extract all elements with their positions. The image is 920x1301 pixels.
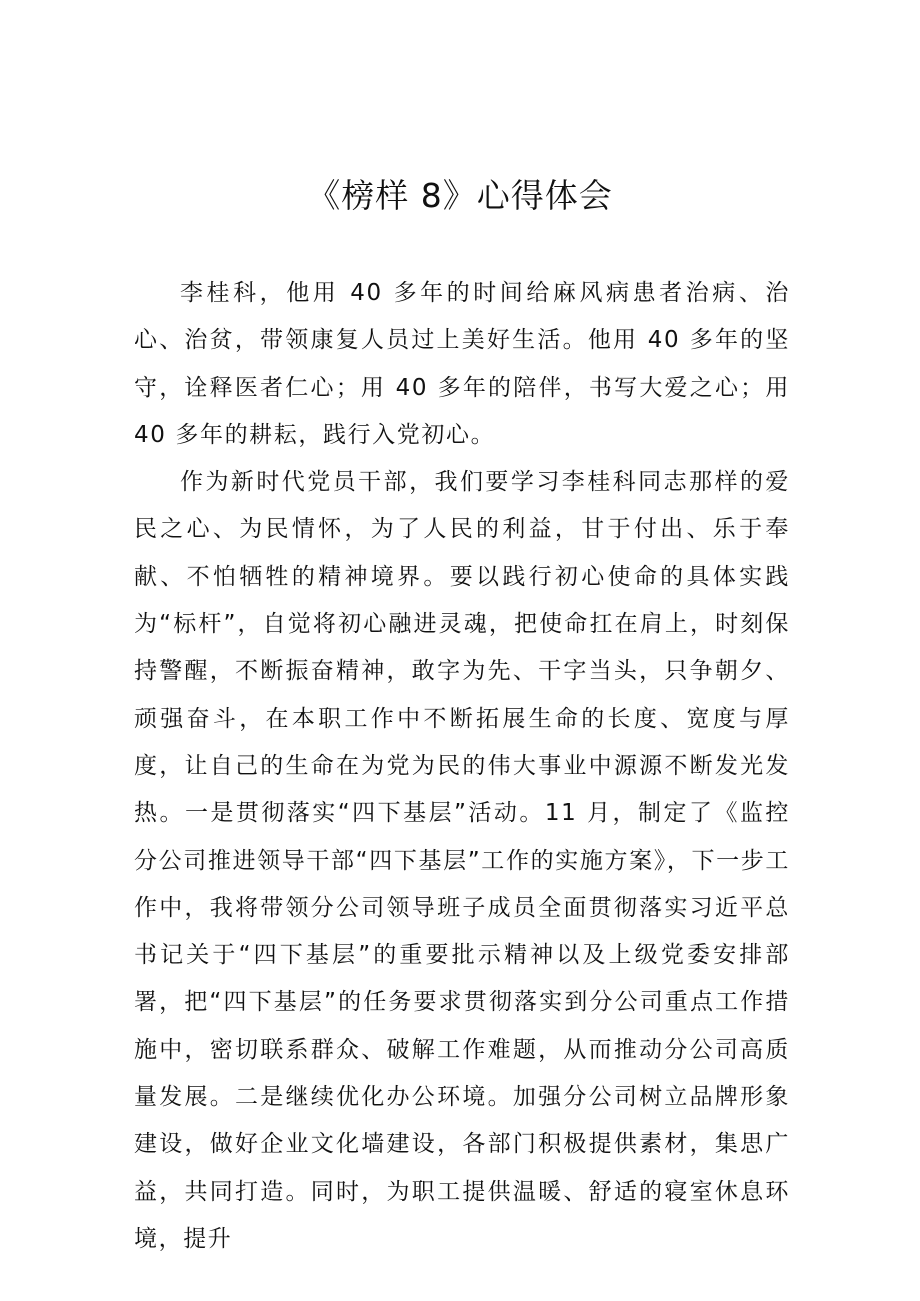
- document-body: [134, 270, 790, 1263]
- paragraph-2: 作为新时代党员干部，我们要学习李桂科同志那样的爱民之心、为民情怀，为了人民的利益，甘于付出、乐于奉献、不怕牺牲的精神境界。要以践行初心使命的具体实践为“标杆”，自觉将初心融进灵魂，把使命扛在肩上，时刻保持警醒，不断振奋精神，敢字为先、干字当头，只争朝夕、顽强奋斗，在本职工作中不断拓展生命的长度、宽度与厚度，让自己的生命在为党为民的伟大事业中源源不断发光发热。一是贯彻落实“四下基层”活动。11 月，制定了《监控分公司推进领导干部“四下基层”工作的实施方案》，下一步工作中，我将带领分公司领导班子成员全面贯彻落实习近平总书记关于“四下基层”的重要批示精神以及上级党委安排部署，把“四下基层”的任务要求贯彻落实到分公司重点工作措施中，密切联系群众、破解工作难题，从而推动分公司高质量发展。二是继续优化办公环境。加强分公司树立品牌形象建设，做好企业文化墙建设，各部门积极提供素材，集思广益，共同打造。同时，为职工提供温暖、舒适的寝室休息环境，提升: [134, 469, 790, 1252]
- paragraph-1: 李桂科，他用 40 多年的时间给麻风病患者治病、治心、治贫，带领康复人员过上美好生活。他用 40 多年的坚守，诠释医者仁心；用 40 多年的陪伴，书写大爱之心；用 40 多年的耕耘，践行入党初心。: [134, 280, 790, 448]
- document-title: 《榜样 8》心得体会: [307, 176, 613, 215]
